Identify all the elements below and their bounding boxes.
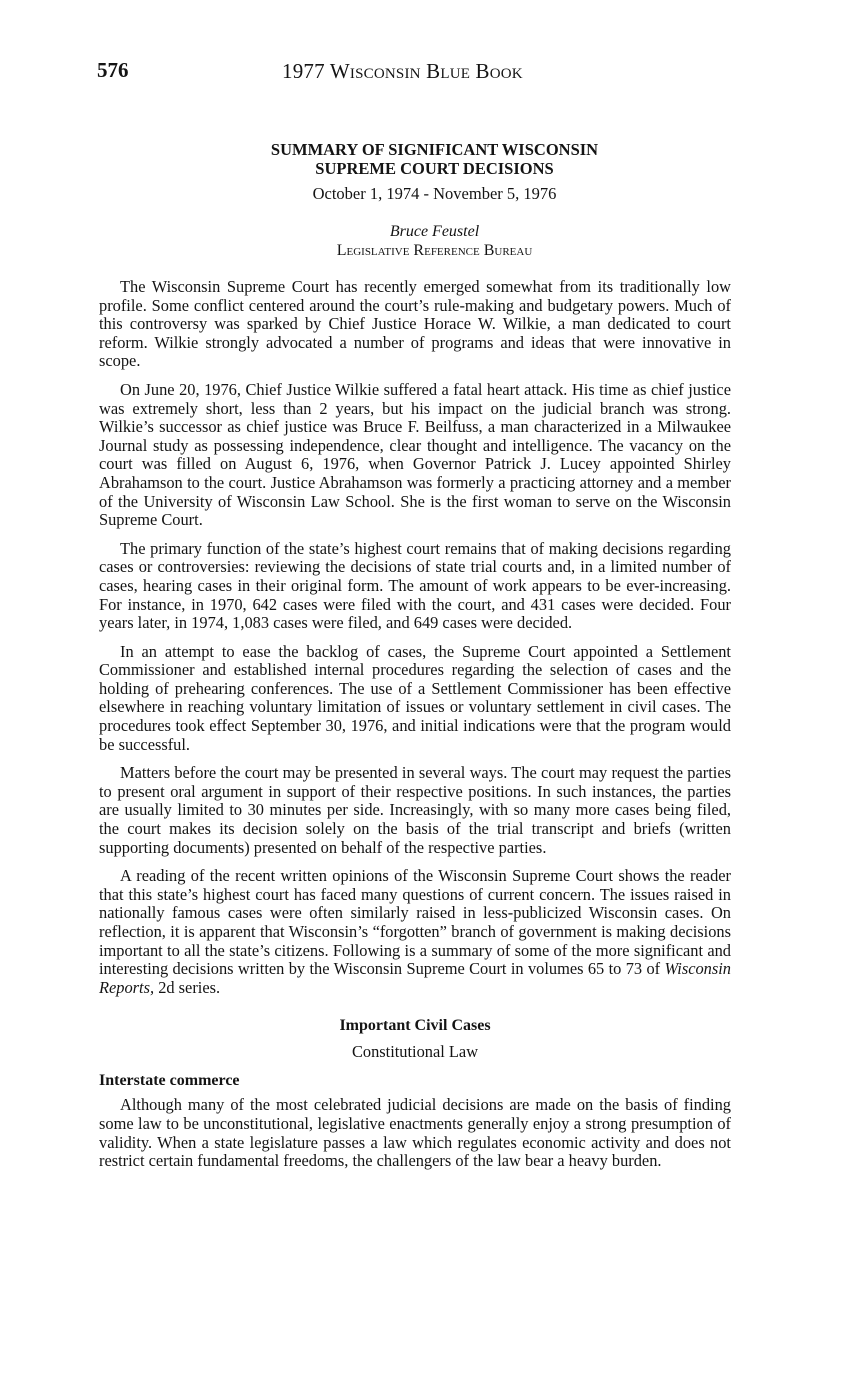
- author-name: Bruce Feustel: [389, 223, 480, 240]
- paragraph: [99, 867, 731, 997]
- paragraph: The primary function of the state’s highest court remains that of making decisions regarding cases or controversies: reviewing the decisions of state trial courts and, in a limited number of cases, hearing cases in their original form. The amount of work appears to be ever-increasing. For instance, in 1970, 642 cases were filed with the court, and 431 cases were decided. Four years later, in 1974, 1,083 cases were filed, and 649 cases were decided.: [99, 538, 731, 633]
- article-title-line-1: SUMMARY OF SIGNIFICANT WISCONSIN: [270, 140, 599, 159]
- paragraph: The Wisconsin Supreme Court has recently emerged somewhat from its traditionally low profile. Some conflict centered around the court’s rule-making and budgetary powers. Much of this controversy was sparked by Chief Justice Horace W. Wilkie, a man dedicated to court reform. Wilkie strongly advocated a number of programs and ideas that were innovative in scope.: [99, 277, 731, 371]
- page-number: 576: [97, 58, 129, 82]
- subsection-heading: Constitutional Law: [351, 1042, 479, 1062]
- date-range: October 1, 1974 - November 5, 1976: [312, 184, 557, 203]
- paragraph: Matters before the court may be presented in several ways. The court may request the parties to present oral argument in support of their respective positions. In such instances, the parties are usually limited to 30 minutes per side. Increasingly, with so many more cases being filed, the court makes its decision solely on the basis of the trial transcript and briefs (written supporting documents) presented on behalf of the respective parties.: [99, 763, 731, 857]
- paragraph: On June 20, 1976, Chief Justice Wilkie suffered a fatal heart attack. His time as chief justice was extremely short, less than 2 years, but his impact on the judicial branch was strong. Wilkie’s successor as chief justice was Bruce F. Beilfuss, a man characterized in a Milwaukee Journal study as possessing independence, clear thought and intelligence. The vacancy on the court was filled on August 6, 1976, when Governor Patrick J. Lucey appointed Shirley Abrahamson to the court. Justice Abrahamson was formerly a practicing attorney and a member of the University of Wisconsin Law School. She is the first woman to serve on the Wisconsin Supreme Court.: [99, 379, 731, 530]
- paragraph-text: 2d series.: [154, 977, 221, 997]
- running-head: 1977 Wisconsin Blue Book: [282, 59, 523, 83]
- author-affiliation: Legislative Reference Bureau: [336, 242, 533, 259]
- paragraph-text: A reading of the recent written opinions of the Wisconsin Supreme Court shows the reader that this state’s highest court has faced many questions of current concern. The issues raised in nationally famous cases were often similarly raised in less-publicized Wisconsin cases. On reflection, it is apparent that Wisconsin’s “forgotten” branch of government is making decisions important to all the state’s citizens. Following is a summary of some of the more significant and interesting decisions written by the Wisconsin Supreme Court in volumes 65 to 73 of: [99, 866, 731, 979]
- paragraph: In an attempt to ease the backlog of cases, the Supreme Court appointed a Settlement Commissioner and established internal procedures regarding the selection of cases and the holding of prehearing conferences. The use of a Settlement Commissioner has been effective elsewhere in reaching voluntary limitation of issues or voluntary settlement in civil cases. The procedures took effect September 30, 1976, and initial indications were that the program would be successful.: [99, 641, 731, 754]
- title-block: [0, 140, 859, 260]
- section-heading: Important Civil Cases: [339, 1017, 491, 1035]
- publication-title: Wisconsin Reports,: [99, 959, 731, 997]
- article-title-line-2: SUPREME COURT DECISIONS: [315, 159, 554, 178]
- topic-heading: Interstate commerce: [99, 1072, 240, 1090]
- paragraph: Although many of the most celebrated judicial decisions are made on the basis of finding some law to be unconstitutional, legislative enactments generally enjoy a strong presumption of validity. When a state legislature passes a law which regulates economic activity and does not restrict certain fundamental freedoms, the challengers of the law bear a heavy burden.: [99, 1095, 731, 1171]
- article-body: [99, 278, 731, 1181]
